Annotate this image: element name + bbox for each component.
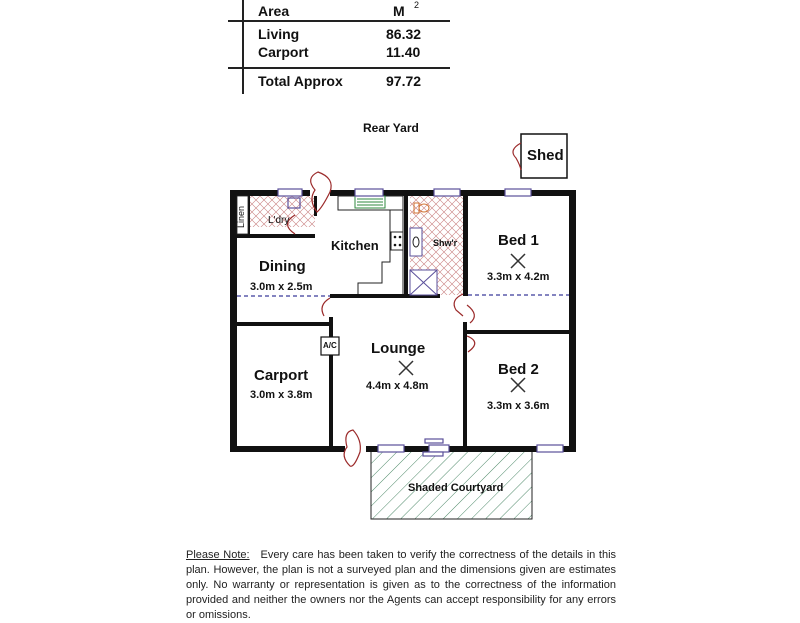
- cooktop-icon: [391, 232, 403, 250]
- area-row-value: 86.32: [386, 26, 422, 42]
- area-row-value: 11.40: [386, 44, 421, 60]
- disclaimer: [186, 548, 616, 623]
- room-label-linen: Linen: [236, 205, 246, 228]
- room-dims-bed2: 3.3m x 3.6m: [487, 400, 550, 412]
- shed-door-icon: [513, 143, 521, 170]
- area-row-label: Carport: [258, 44, 309, 60]
- courtyard-label: Shaded Courtyard: [408, 482, 504, 494]
- room-dims-dining: 3.0m x 2.5m: [250, 281, 313, 293]
- area-header-label: Area: [258, 3, 290, 19]
- disclaimer-lead: Please Note:: [186, 549, 250, 561]
- dining-door-icon: [322, 298, 330, 316]
- room-label-shower: Shw'r: [433, 238, 458, 248]
- room-label-bed1: Bed 1: [498, 232, 539, 249]
- room-dims-bed1: 3.3m x 4.2m: [487, 271, 550, 283]
- vanity-basin-icon: [410, 228, 422, 256]
- cooktop-burners-icon: [394, 236, 402, 247]
- area-header-unit: M: [393, 3, 405, 19]
- area-total-label: Total Approx: [258, 73, 343, 89]
- shed-label: Shed: [527, 147, 564, 164]
- front-door-icon: [344, 430, 360, 466]
- room-label-dining: Dining: [259, 258, 306, 275]
- room-label-laundry: L'dry: [268, 215, 290, 226]
- bed1-door-icon: [467, 305, 474, 323]
- room-label-kitchen: Kitchen: [331, 238, 379, 253]
- room-label-lounge: Lounge: [371, 340, 426, 357]
- bed2-door-icon: [467, 336, 475, 352]
- bathroom-door-icon: [454, 294, 463, 316]
- rear-door-icon: [311, 172, 331, 212]
- area-total-value: 97.72: [386, 73, 422, 89]
- room-dims-carport: 3.0m x 3.8m: [250, 389, 313, 401]
- shower-base-icon: [410, 270, 437, 295]
- room-label-carport: Carport: [254, 367, 309, 384]
- room-dims-lounge: 4.4m x 4.8m: [366, 380, 429, 392]
- area-header-unit-sup: 2: [414, 0, 420, 10]
- disclaimer-text: Every care has been taken to verify the correctness of the details in this plan. However, the plan is not a surveyed plan and the dimensions given are estimates only. No warranty or representation is given as to the correctness of the information provided and neither the owners nor the Agents can accept responsibility for any errors or omissions.: [186, 549, 617, 621]
- room-label-bed2: Bed 2: [498, 361, 539, 378]
- kitchen-sink-icon: [355, 196, 385, 208]
- area-row-label: Living: [258, 26, 300, 42]
- rear-yard-label: Rear Yard: [363, 121, 419, 135]
- ac-label: A/C: [323, 341, 337, 350]
